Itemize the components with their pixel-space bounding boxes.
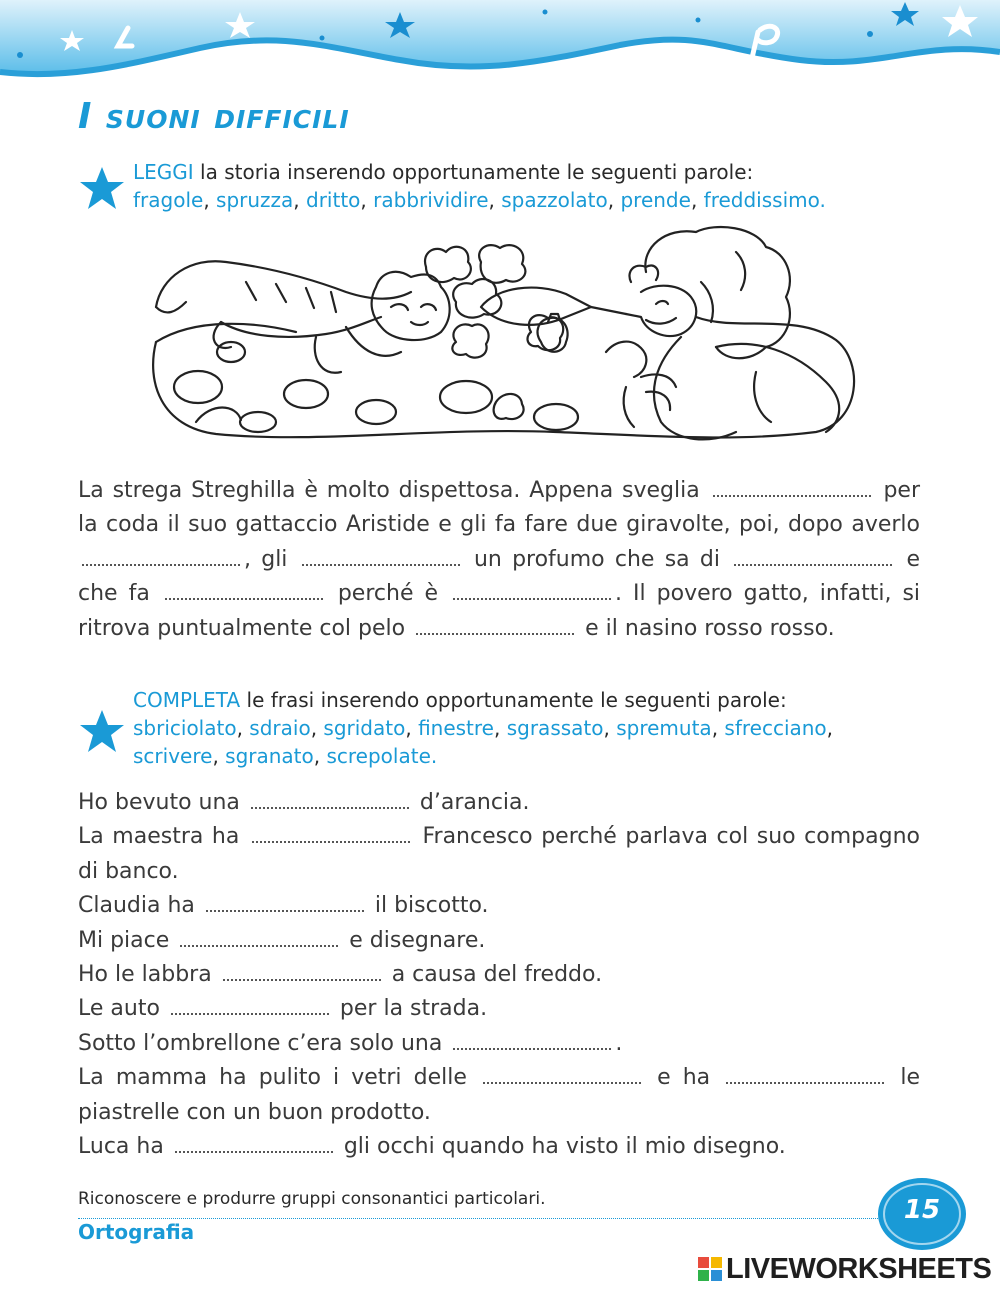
story-text: e che fa: [78, 546, 920, 607]
sentence: Ho le labbra a causa del freddo.: [78, 962, 603, 988]
blank-field[interactable]: [223, 969, 381, 981]
word-item: spruzza: [216, 188, 294, 212]
sentence: Claudia ha il biscotto.: [78, 893, 489, 919]
sentence: Le auto per la strada.: [78, 996, 488, 1022]
witch-cat-illustration: [136, 222, 866, 462]
story-text: perché è: [337, 581, 439, 607]
word-item: sgrassato: [506, 716, 604, 740]
liveworksheets-logo-icon: [698, 1257, 722, 1281]
star-bullet-icon: [78, 708, 126, 756]
blank-field[interactable]: [734, 554, 892, 566]
blank-field[interactable]: [252, 831, 410, 843]
footer-divider: [78, 1218, 878, 1219]
sentence-list: [78, 786, 920, 1164]
word-item: prende: [620, 188, 691, 212]
instruction-read: [133, 158, 933, 214]
story-text: , gli: [244, 546, 288, 572]
word-item: dritto: [306, 188, 361, 212]
page-title: I suoni difficili: [78, 96, 350, 137]
word-item: finestre: [418, 716, 494, 740]
blank-field[interactable]: [251, 797, 409, 809]
sentence: La maestra ha Francesco perché parlava col suo compagno di banco.: [78, 824, 920, 884]
blank-field[interactable]: [483, 1072, 641, 1084]
brand-name: LIVEWORKSHEETS: [726, 1252, 992, 1285]
sentence: Sotto l’ombrellone c’era solo una .: [78, 1030, 623, 1056]
sentence: Luca ha gli occhi quando ha visto il mio disegno.: [78, 1134, 786, 1160]
learning-objective: Riconoscere e produrre gruppi consonantici particolari.: [78, 1189, 546, 1209]
word-item: sfrecciano: [724, 716, 827, 740]
blank-field[interactable]: [453, 1038, 611, 1050]
blank-field[interactable]: [82, 554, 240, 566]
story-text: . Il povero gatto, infatti, si ritrova puntualmente col pelo: [78, 581, 921, 641]
blank-field[interactable]: [416, 623, 574, 635]
word-item: sgridato: [323, 716, 406, 740]
page-number: 15: [903, 1195, 941, 1225]
word-bank: fragole, spruzza, dritto, rabbrividire, spazzolato, prende, freddissimo.: [133, 188, 826, 212]
instruction-colon: :: [779, 688, 787, 712]
blank-field[interactable]: [171, 1003, 329, 1015]
blank-field[interactable]: [180, 935, 338, 947]
instruction-keyword: LEGGI: [133, 160, 194, 184]
story-text: per la coda il suo gattaccio Aristide e gli fa fare due giravolte, poi, dopo averlo: [78, 478, 920, 538]
word-item: scrivere: [133, 744, 213, 768]
sentence: Ho bevuto una d’arancia.: [78, 790, 530, 815]
instruction-text: le frasi inserendo opportunamente le seguenti parole: [240, 688, 780, 712]
blank-field[interactable]: [713, 485, 871, 497]
sentence: La mamma ha pulito i vetri delle e ha le piastrelle con un buon prodotto.: [78, 1065, 920, 1125]
story-text: e il nasino rosso rosso.: [585, 615, 835, 641]
word-item: rabbrividire: [373, 188, 489, 212]
instruction-text: la storia inserendo opportunamente le seguenti parole: [193, 160, 747, 184]
word-bank: sbriciolato, sdraio, sgridato, finestre, sgrassato, spremuta, sfrecciano, scrivere, sgranato, screpolate.: [133, 716, 834, 768]
star-bullet-icon: [78, 165, 126, 213]
story-text: un profumo che sa di: [473, 546, 720, 572]
story-text: La strega Streghilla è molto dispettosa. Appena sveglia: [78, 478, 700, 503]
word-item: spremuta: [616, 716, 712, 740]
blank-field[interactable]: [726, 1072, 884, 1084]
story-paragraph: [78, 474, 920, 646]
blank-field[interactable]: [453, 588, 611, 600]
word-item: spazzolato: [501, 188, 608, 212]
word-item: sdraio: [249, 716, 311, 740]
instruction-colon: :: [746, 160, 754, 184]
subject-label: Ortografia: [78, 1220, 195, 1244]
sentence: Mi piace e disegnare.: [78, 927, 486, 953]
top-banner: [0, 0, 1000, 90]
blank-field[interactable]: [165, 588, 323, 600]
word-item: fragole: [133, 188, 204, 212]
instruction-keyword: COMPLETA: [133, 688, 241, 712]
blank-field[interactable]: [302, 554, 460, 566]
liveworksheets-brand: [698, 1254, 991, 1284]
word-item: freddissimo: [703, 188, 820, 212]
word-item: sbriciolato: [133, 716, 237, 740]
blank-field[interactable]: [206, 900, 364, 912]
word-item: screpolate: [326, 744, 431, 768]
instruction-complete: [133, 686, 923, 770]
word-item: sgranato: [225, 744, 314, 768]
blank-field[interactable]: [175, 1141, 333, 1153]
